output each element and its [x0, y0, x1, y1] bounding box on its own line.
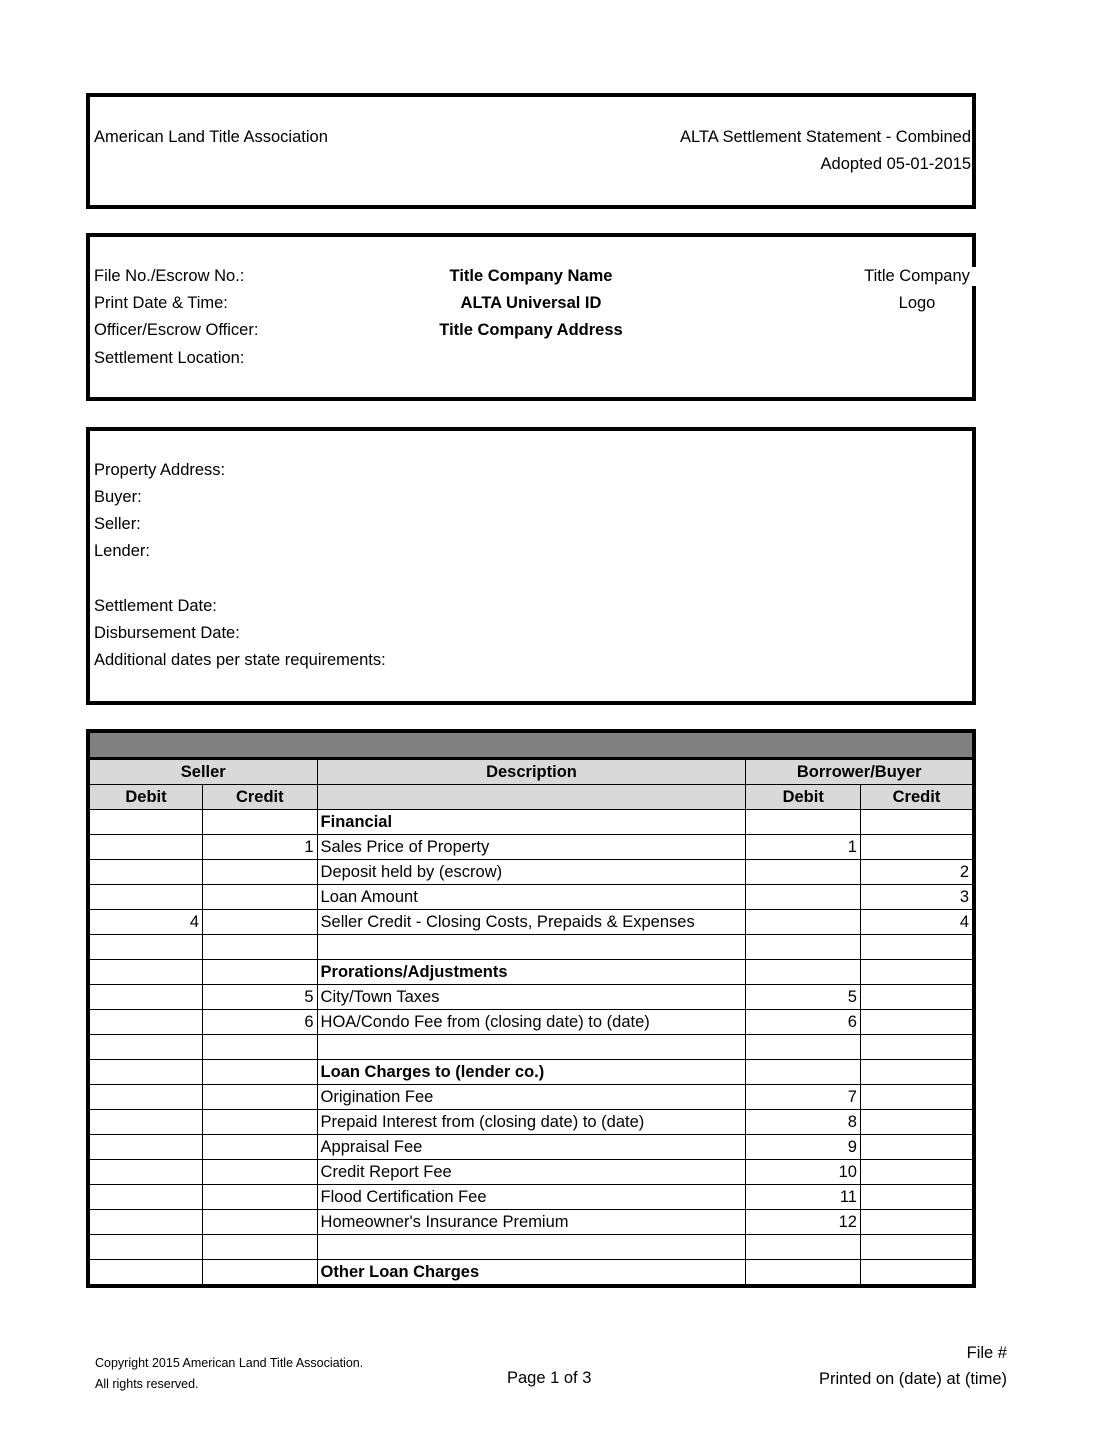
borrower-credit-cell — [860, 1135, 974, 1160]
seller-credit-cell: 5 — [203, 985, 318, 1010]
print-date-label: Print Date & Time: — [94, 294, 228, 312]
borrower-debit-cell: 7 — [746, 1085, 861, 1110]
borrower-credit-cell — [860, 810, 974, 835]
seller-debit-cell — [88, 835, 203, 860]
seller-debit-cell — [88, 1035, 203, 1060]
borrower-credit-cell — [860, 1010, 974, 1035]
table-row — [88, 1135, 974, 1160]
borrower-debit-header: Debit — [746, 785, 861, 810]
seller-credit-cell — [203, 1210, 318, 1235]
table-row — [88, 935, 974, 960]
seller-credit-cell — [203, 1085, 318, 1110]
additional-dates-label: Additional dates per state requirements: — [94, 651, 386, 669]
seller-label: Seller: — [94, 515, 141, 533]
copyright: Copyright 2015 American Land Title Association. — [95, 1356, 364, 1370]
borrower-credit-cell: 2 — [860, 860, 974, 885]
table-title-bar — [88, 731, 974, 759]
seller-credit-cell — [203, 910, 318, 935]
borrower-credit-cell — [860, 1110, 974, 1135]
borrower-credit-cell — [860, 935, 974, 960]
description-cell: Seller Credit - Closing Costs, Prepaids & Expenses — [317, 910, 746, 935]
seller-credit-cell: 1 — [203, 835, 318, 860]
seller-debit-cell: 4 — [88, 910, 203, 935]
description-cell: HOA/Condo Fee from (closing date) to (date) — [317, 1010, 746, 1035]
seller-debit-cell — [88, 1135, 203, 1160]
table-row — [88, 1010, 974, 1035]
seller-credit-cell — [203, 1185, 318, 1210]
table-row — [88, 960, 974, 985]
table-row — [88, 810, 974, 835]
seller-credit-cell — [203, 1110, 318, 1135]
borrower-credit-cell — [860, 1160, 974, 1185]
seller-credit-cell — [203, 1060, 318, 1085]
description-subheader — [317, 785, 746, 810]
seller-credit-cell — [203, 885, 318, 910]
borrower-debit-cell: 1 — [746, 835, 861, 860]
borrower-credit-cell: 3 — [860, 885, 974, 910]
page-number: Page 1 of 3 — [507, 1369, 592, 1387]
seller-debit-cell — [88, 1260, 203, 1287]
seller-header: Seller — [88, 759, 317, 785]
description-cell: Financial — [317, 810, 746, 835]
seller-credit-cell — [203, 1260, 318, 1287]
seller-debit-cell — [88, 1185, 203, 1210]
table-row — [88, 1060, 974, 1085]
description-cell — [317, 1035, 746, 1060]
logo-placeholder-line1: Title Company — [857, 267, 977, 286]
borrower-debit-cell: 8 — [746, 1110, 861, 1135]
borrower-credit-cell — [860, 1210, 974, 1235]
seller-credit-cell: 6 — [203, 1010, 318, 1035]
borrower-credit-cell — [860, 835, 974, 860]
description-cell: Loan Charges to (lender co.) — [317, 1060, 746, 1085]
disbursement-date-label: Disbursement Date: — [94, 624, 240, 642]
document-title: ALTA Settlement Statement - Combined — [679, 128, 971, 146]
description-cell: Other Loan Charges — [317, 1260, 746, 1287]
seller-credit-header: Credit — [203, 785, 318, 810]
borrower-credit-header: Credit — [860, 785, 974, 810]
borrower-credit-cell — [860, 1035, 974, 1060]
borrower-credit-cell: 4 — [860, 910, 974, 935]
table-row — [88, 910, 974, 935]
description-cell: Flood Certification Fee — [317, 1185, 746, 1210]
seller-credit-cell — [203, 1235, 318, 1260]
seller-debit-cell — [88, 1110, 203, 1135]
seller-debit-cell — [88, 985, 203, 1010]
seller-debit-cell — [88, 960, 203, 985]
borrower-debit-cell: 9 — [746, 1135, 861, 1160]
description-cell — [317, 935, 746, 960]
buyer-label: Buyer: — [94, 488, 142, 506]
file-number: File # — [966, 1344, 1007, 1362]
borrower-debit-cell — [746, 810, 861, 835]
borrower-debit-cell: 12 — [746, 1210, 861, 1235]
borrower-debit-cell — [746, 935, 861, 960]
title-company-name: Title Company Name — [449, 267, 613, 285]
seller-debit-cell — [88, 1010, 203, 1035]
borrower-credit-cell — [860, 1260, 974, 1287]
company-box — [86, 233, 976, 401]
org-name: American Land Title Association — [94, 128, 328, 146]
table-row — [88, 1210, 974, 1235]
seller-debit-cell — [88, 1210, 203, 1235]
officer-label: Officer/Escrow Officer: — [94, 321, 259, 339]
borrower-credit-cell — [860, 985, 974, 1010]
printed-on: Printed on (date) at (time) — [819, 1370, 1007, 1388]
borrower-credit-cell — [860, 1085, 974, 1110]
table-row — [88, 1110, 974, 1135]
header-row-1 — [88, 759, 974, 785]
borrower-credit-cell — [860, 1235, 974, 1260]
description-cell: Loan Amount — [317, 885, 746, 910]
property-address-label: Property Address: — [94, 461, 226, 479]
alta-universal-id: ALTA Universal ID — [460, 294, 602, 312]
seller-debit-cell — [88, 1085, 203, 1110]
borrower-header: Borrower/Buyer — [746, 759, 974, 785]
seller-credit-cell — [203, 960, 318, 985]
table-row — [88, 1260, 974, 1287]
seller-credit-cell — [203, 860, 318, 885]
borrower-debit-cell — [746, 860, 861, 885]
description-cell — [317, 1235, 746, 1260]
borrower-debit-cell — [746, 910, 861, 935]
description-cell: Deposit held by (escrow) — [317, 860, 746, 885]
description-cell: City/Town Taxes — [317, 985, 746, 1010]
seller-credit-cell — [203, 1135, 318, 1160]
seller-debit-cell — [88, 810, 203, 835]
settlement-location-label: Settlement Location: — [94, 349, 245, 367]
borrower-credit-cell — [860, 1060, 974, 1085]
settlement-table — [86, 729, 976, 1288]
table-row — [88, 985, 974, 1010]
settlement-date-label: Settlement Date: — [94, 597, 217, 615]
borrower-debit-cell — [746, 1235, 861, 1260]
adopted-date: Adopted 05-01-2015 — [820, 155, 971, 173]
header-box — [86, 93, 976, 209]
file-no-label: File No./Escrow No.: — [94, 267, 245, 285]
borrower-debit-cell — [746, 960, 861, 985]
description-cell: Sales Price of Property — [317, 835, 746, 860]
table-row — [88, 1035, 974, 1060]
description-header: Description — [317, 759, 746, 785]
seller-debit-cell — [88, 935, 203, 960]
seller-credit-cell — [203, 810, 318, 835]
borrower-debit-cell: 6 — [746, 1010, 861, 1035]
borrower-debit-cell: 5 — [746, 985, 861, 1010]
borrower-debit-cell — [746, 1035, 861, 1060]
description-cell: Prorations/Adjustments — [317, 960, 746, 985]
seller-debit-cell — [88, 1160, 203, 1185]
seller-credit-cell — [203, 1160, 318, 1185]
header-row-2 — [88, 785, 974, 810]
seller-debit-cell — [88, 885, 203, 910]
table-row — [88, 885, 974, 910]
borrower-credit-cell — [860, 960, 974, 985]
seller-credit-cell — [203, 935, 318, 960]
borrower-debit-cell — [746, 885, 861, 910]
seller-debit-cell — [88, 1060, 203, 1085]
table-row — [88, 860, 974, 885]
seller-credit-cell — [203, 1035, 318, 1060]
description-cell: Origination Fee — [317, 1085, 746, 1110]
borrower-debit-cell — [746, 1260, 861, 1287]
description-cell: Prepaid Interest from (closing date) to (date) — [317, 1110, 746, 1135]
borrower-debit-cell: 10 — [746, 1160, 861, 1185]
logo-placeholder-line2: Logo — [898, 294, 936, 312]
description-cell: Appraisal Fee — [317, 1135, 746, 1160]
lender-label: Lender: — [94, 542, 150, 560]
seller-debit-cell — [88, 1235, 203, 1260]
table-row — [88, 1235, 974, 1260]
borrower-debit-cell: 11 — [746, 1185, 861, 1210]
table-row — [88, 1185, 974, 1210]
borrower-credit-cell — [860, 1185, 974, 1210]
description-cell: Credit Report Fee — [317, 1160, 746, 1185]
description-cell: Homeowner's Insurance Premium — [317, 1210, 746, 1235]
table-row — [88, 835, 974, 860]
table-row — [88, 1085, 974, 1110]
borrower-debit-cell — [746, 1060, 861, 1085]
seller-debit-cell — [88, 860, 203, 885]
seller-debit-header: Debit — [88, 785, 203, 810]
table-row — [88, 1160, 974, 1185]
title-company-address: Title Company Address — [439, 321, 623, 339]
rights-reserved: All rights reserved. — [95, 1377, 199, 1391]
